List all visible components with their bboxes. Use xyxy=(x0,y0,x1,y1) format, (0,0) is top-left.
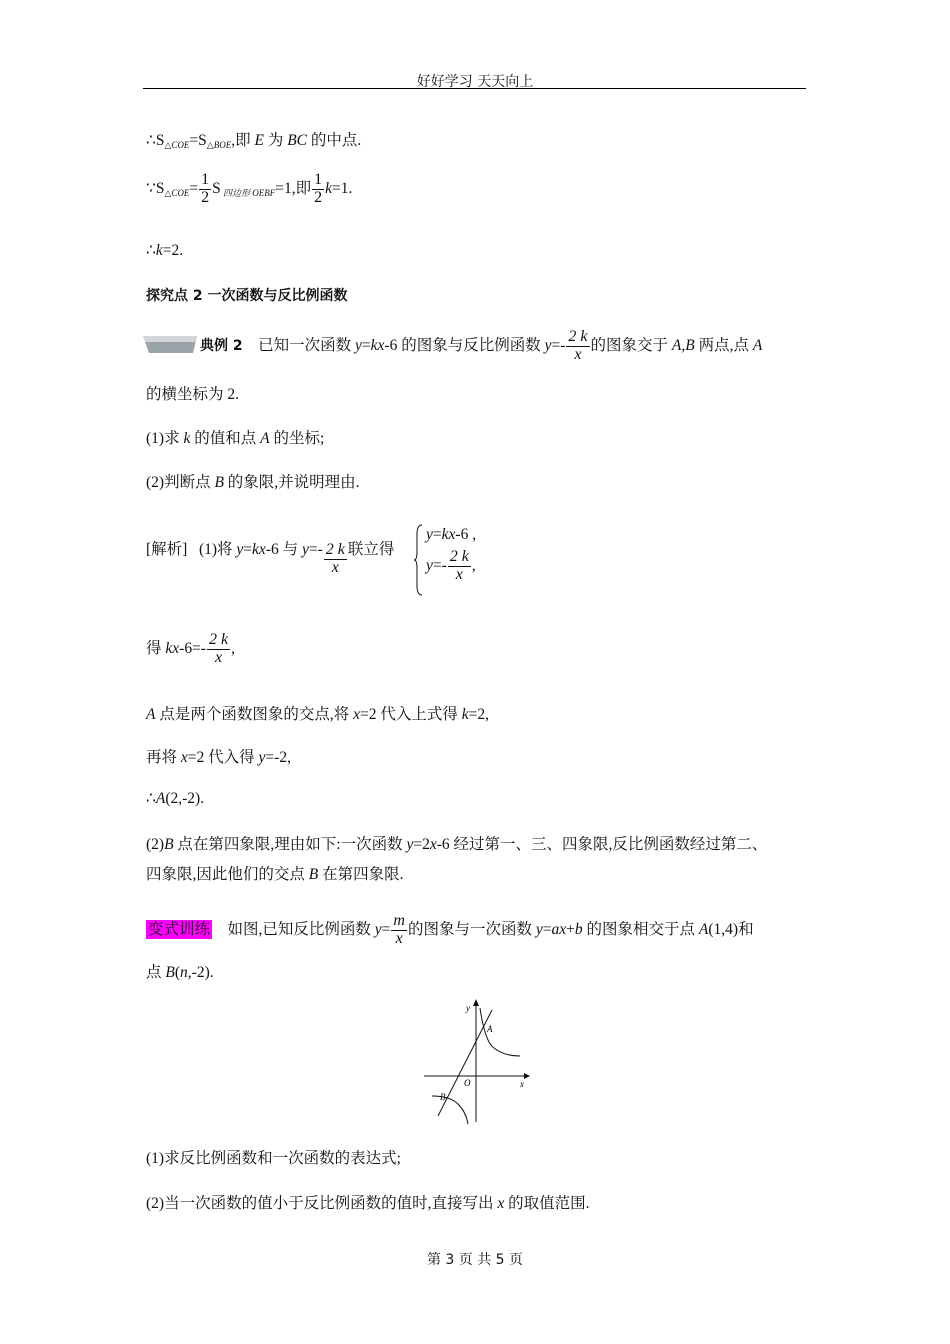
proof-line-3: ∴k=2. xyxy=(146,242,184,259)
system-brace xyxy=(413,524,423,596)
hyperbola-branch-1 xyxy=(480,1008,520,1056)
hyperbola-branch-2 xyxy=(432,1096,468,1124)
example-question-2: (2)判断点 B 的象限,并说明理由. xyxy=(146,474,360,491)
linear-function-line xyxy=(438,1010,492,1116)
fraction: $\frac{2 k}{x}$ xyxy=(568,328,588,363)
label-y: y xyxy=(466,1003,470,1013)
variant-line-2: 点 B(n,-2). xyxy=(146,964,214,981)
label-B: B xyxy=(440,1092,446,1102)
y-axis-arrow xyxy=(473,999,479,1006)
fraction: $\frac{2 k}{x}$ xyxy=(325,541,345,576)
header-rule xyxy=(143,88,806,89)
x-axis-arrow xyxy=(524,1073,530,1079)
graph-figure xyxy=(420,996,532,1124)
solution-line-5: ∴A(2,-2). xyxy=(146,790,205,807)
proof-line-1: $\therefore S_{\triangle COE}=S_{\triangle BOE}$,即 E 为 BC 的中点. xyxy=(146,132,362,150)
example-banner-icon xyxy=(143,336,197,354)
solution-line-3: A 点是两个函数图象的交点,将 x=2 代入上式得 k=2, xyxy=(146,706,490,723)
solution-line-7: 四象限,因此他们的交点 B 在第四象限. xyxy=(146,866,404,883)
fraction: $\frac{2 k}{x}$ xyxy=(208,631,229,666)
fraction: $\frac{1}{2}$ xyxy=(314,171,323,206)
example-line-1: 典例 2 已知一次函数 y=kx-6 的图象与反比例函数 y=- $\frac{2 k}{x}$ 的图象交于 A,B 两点,点 A xyxy=(200,328,763,363)
proof-line-2: $\because S_{\triangle COE}=$ $\frac{1}{2}$ S $_{四边形 OEBF}$=1,即 $\frac{1}{2}$ k=1. xyxy=(146,171,353,206)
example-question-1: (1)求 k 的值和点 A 的坐标; xyxy=(146,430,325,447)
example-line-2: 的横坐标为 2. xyxy=(146,386,240,403)
fraction: $\frac{2 k}{x}$ xyxy=(449,548,469,583)
solution-line-6: (2)B 点在第四象限,理由如下:一次函数 y=2x-6 经过第一、三、四象限,反比例函数经过第二、 xyxy=(146,836,768,853)
system-eq-1: y=kx-6 , xyxy=(426,526,477,543)
variant-question-2: (2)当一次函数的值小于反比例函数的值时,直接写出 x 的取值范围. xyxy=(146,1195,590,1212)
solution-line-2: 得 kx-6=- $\frac{2 k}{x}$ , xyxy=(146,631,235,666)
variant-question-1: (1)求反比例函数和一次函数的表达式; xyxy=(146,1150,401,1167)
label-origin: O xyxy=(464,1078,471,1088)
variant-line-1: 变式训练 如图,已知反比例函数 y= $\frac{m}{x}$ 的图象与一次函数 y=ax+b 的图象相交于点 A(1,4)和 xyxy=(148,912,754,947)
label-x: x xyxy=(520,1079,524,1089)
system-eq-2: y=- $\frac{2 k}{x}$ , xyxy=(426,548,476,583)
page-footer: 第 3 页 共 5 页 xyxy=(426,1252,524,1268)
label-A: A xyxy=(487,1024,493,1034)
fraction: $\frac{1}{2}$ xyxy=(201,171,210,206)
solution-line-4: 再将 x=2 代入得 y=-2, xyxy=(146,749,291,766)
page-header: 好好学习 天天向上 xyxy=(416,74,534,90)
variant-tag: 变式训练 xyxy=(148,920,211,938)
section-title: 探究点 2 一次函数与反比例函数 xyxy=(146,288,348,304)
fraction: $\frac{m}{x}$ xyxy=(393,912,405,947)
solution-line-1: [解析] (1)将 y=kx-6 与 y=- $\frac{2 k}{x}$ 联立得 xyxy=(146,541,395,576)
